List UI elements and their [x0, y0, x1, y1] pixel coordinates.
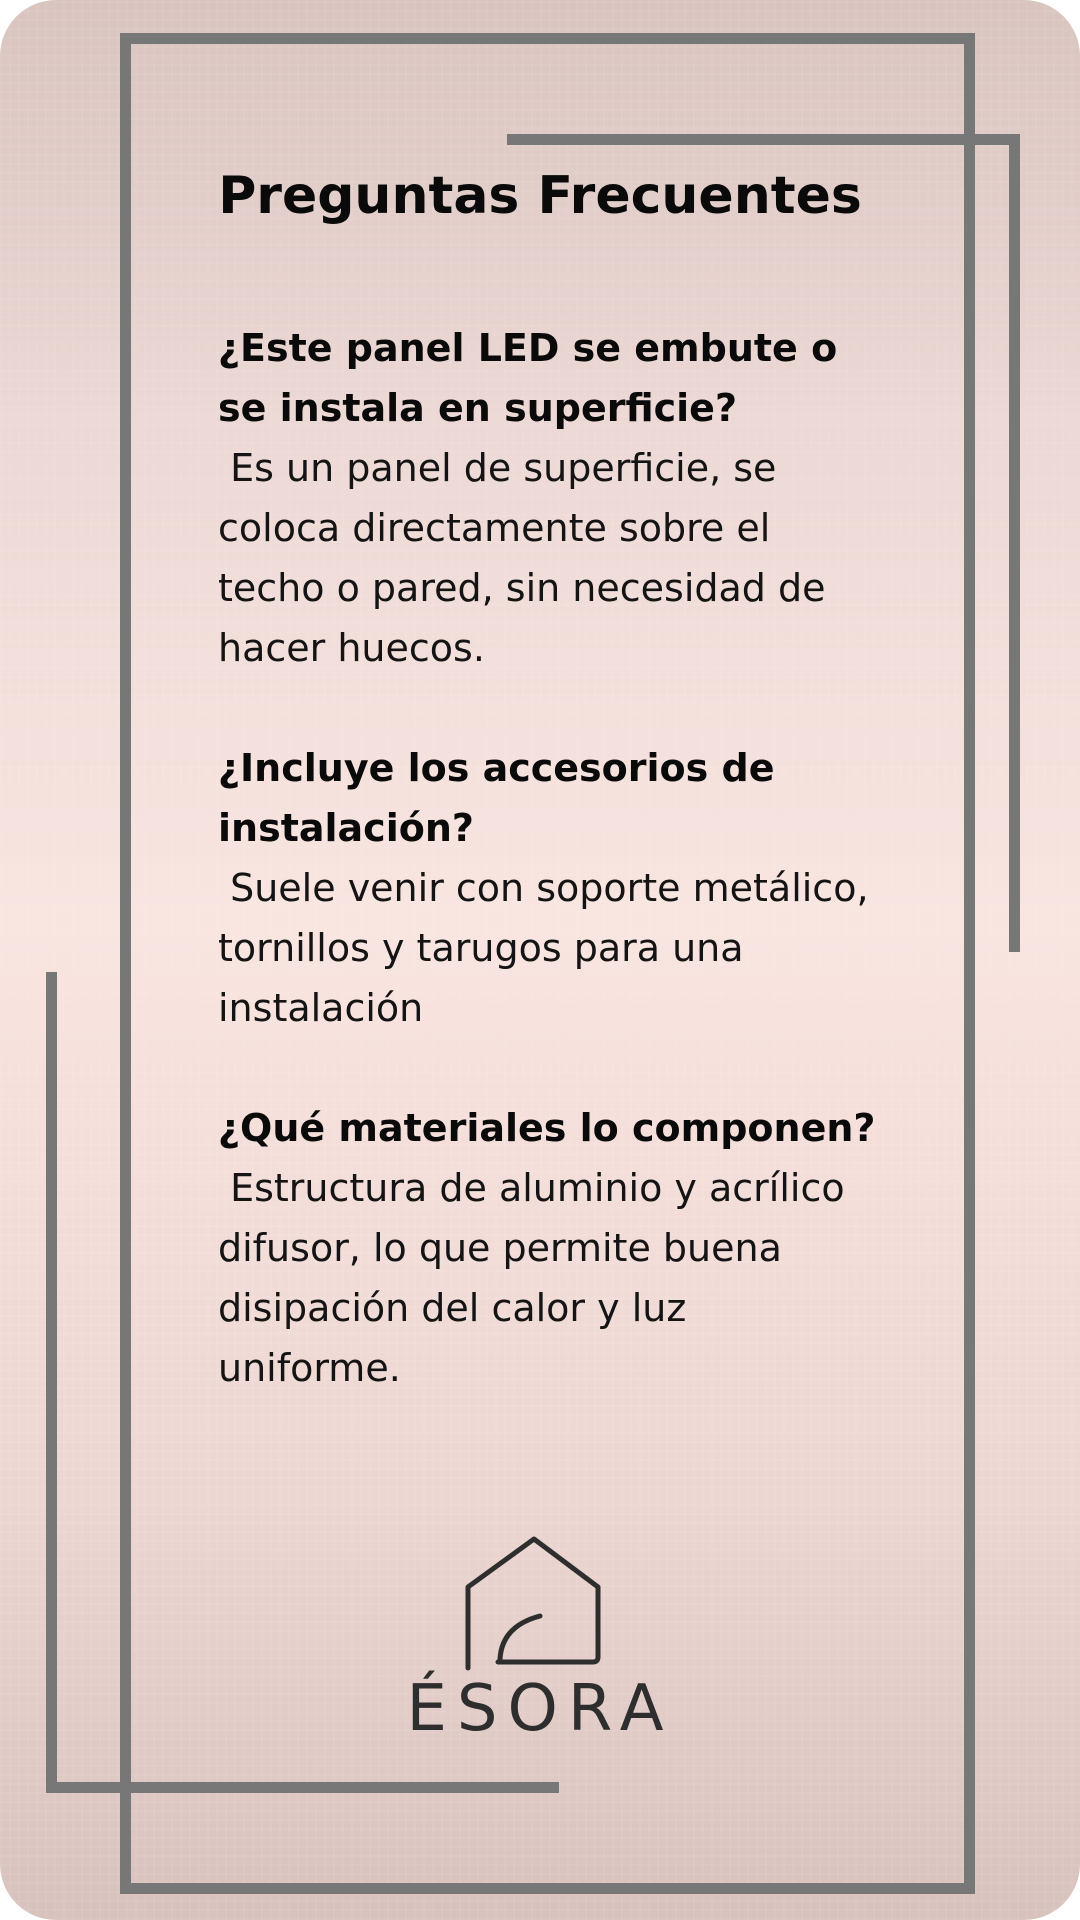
- faq-answer: Suele venir con soporte metálico, tornillos y tarugos para una instalación: [218, 866, 881, 1030]
- bottom-left-frame-horizontal: [46, 1782, 559, 1793]
- top-right-frame-vertical: [1009, 134, 1020, 952]
- page-title: Preguntas Frecuentes: [218, 166, 862, 226]
- faq-answer: Es un panel de superficie, se coloca directamente sobre el techo o pared, sin necesidad de hacer huecos.: [218, 446, 838, 670]
- faq-answer: Estructura de aluminio y acrílico difusor, lo que permite buena disipación del calor y luz uniforme.: [218, 1166, 857, 1390]
- faq-item-1: [218, 318, 878, 678]
- top-right-frame-horizontal: [507, 134, 1020, 145]
- faq-question: ¿Qué materiales lo componen?: [218, 1106, 876, 1150]
- faq-question: ¿Incluye los accesorios de instalación?: [218, 746, 775, 850]
- faq-item-2: [218, 738, 881, 1038]
- faq-item-3: [218, 1098, 878, 1398]
- faq-question: ¿Este panel LED se embute o se instala en superficie?: [218, 326, 838, 430]
- bottom-left-frame-vertical: [46, 972, 57, 1793]
- brand-name: ÉSORA: [406, 1672, 674, 1746]
